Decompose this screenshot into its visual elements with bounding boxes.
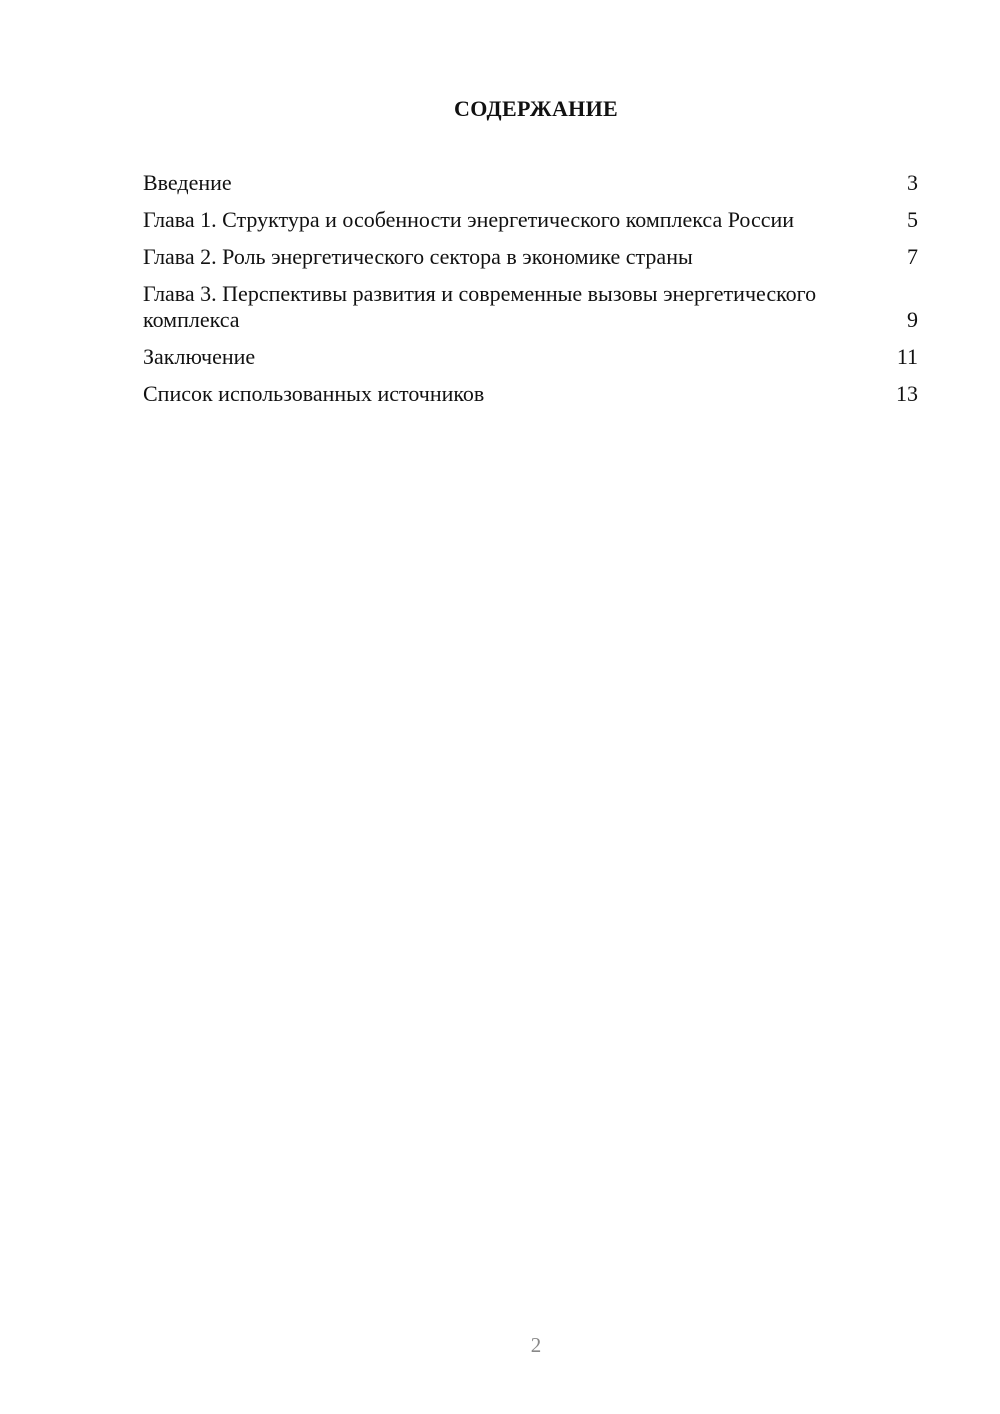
toc-entry-text: Глава 1. Структура и особенности энергетического комплекса России xyxy=(143,207,795,232)
toc-entry-references xyxy=(143,381,918,407)
toc-entry-text: Заключение xyxy=(143,344,256,369)
toc-title: СОДЕРЖАНИЕ xyxy=(454,96,618,121)
toc-entry-text: Глава 3. Перспективы развития и современные вызовы энергетического комплекса xyxy=(143,281,817,332)
toc-entry-chapter-2 xyxy=(143,244,918,270)
toc-entry-introduction xyxy=(143,170,918,196)
toc-entry-conclusion xyxy=(143,344,918,370)
toc-entry-page: 7 xyxy=(907,244,918,269)
toc-entry-page: 11 xyxy=(896,344,918,369)
table-of-contents xyxy=(143,170,918,418)
toc-entry-page: 3 xyxy=(907,170,918,195)
toc-entry-chapter-3 xyxy=(143,281,918,333)
toc-entry-text: Список использованных источников xyxy=(143,381,485,406)
toc-entry-page: 9 xyxy=(907,307,918,332)
toc-entry-page: 5 xyxy=(907,207,918,232)
page-number: 2 xyxy=(530,1333,542,1357)
toc-entry-page: 13 xyxy=(896,381,918,406)
toc-entry-chapter-1 xyxy=(143,207,918,233)
toc-entry-text: Введение xyxy=(143,170,232,195)
toc-entry-text: Глава 2. Роль энергетического сектора в экономике страны xyxy=(143,244,693,269)
